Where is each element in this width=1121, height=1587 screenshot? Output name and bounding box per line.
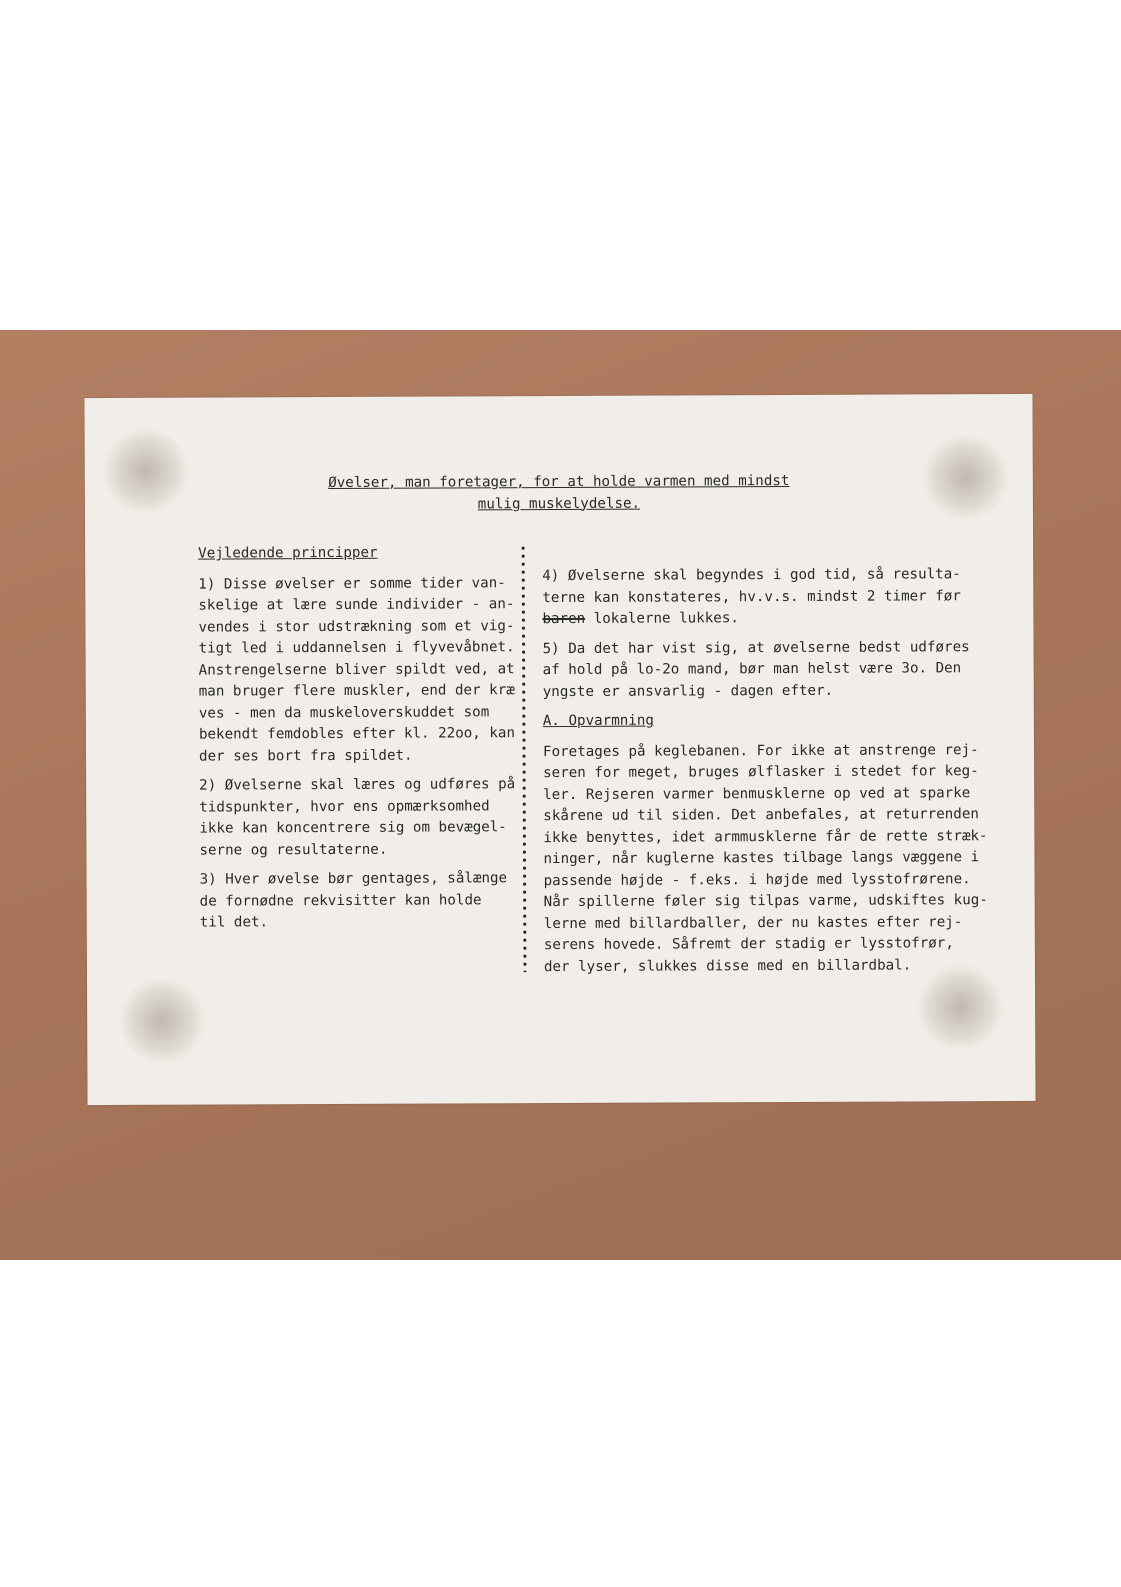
text-line: ikke kan koncentrere sig om bevægel- (199, 819, 507, 837)
text-line: ler. Rejseren varmer benmusklerne op ved at sparke (543, 784, 971, 803)
title-line: Øvelser, man foretager, for at holde varmen med mindst (328, 472, 790, 492)
text-line: man bruger flere muskler, end der kræ (198, 682, 515, 700)
paragraph-5 (543, 637, 1003, 704)
glue-stain (119, 978, 205, 1064)
section-a-text (543, 740, 1004, 979)
text-line: lerne med billardballer, der nu kastes efter rej- (543, 913, 963, 932)
text-line: bekendt femdobles efter kl. 22oo, kan (198, 725, 516, 743)
text-line: ikke benyttes, idet armmusklerne får de rette stræk- (543, 827, 988, 846)
text-line: der lyser, slukkes disse med en billardbal. (543, 956, 912, 975)
text-line: Anstrengelserne bliver spildt ved, at (198, 660, 515, 679)
text-line: tidspunkter, hvor ens opmærksomhed (199, 797, 490, 816)
text-line: serne og resultaterne. (199, 841, 388, 859)
text-line: 2) Øvelserne skal læres og udføres på (199, 776, 516, 794)
text-line: af hold på lo-2o mand, bør man helst være 3o. Den (542, 660, 962, 679)
text-line: 4) Øvelserne skal begyndes i god tid, så resulta- (542, 566, 961, 585)
text-fragment: lokalerne lukkes. (585, 610, 739, 627)
text-line: serens hovede. Såfremt der stadig er lysstofrør, (543, 935, 954, 954)
paragraph-3 (200, 868, 520, 934)
text-line: 1) Disse øvelser er somme tider van- (198, 574, 506, 593)
section-heading: A. Opvarmning (542, 712, 654, 730)
paragraph-4 (542, 564, 1002, 631)
text-line: skelige at lære sunde individer - an- (198, 596, 515, 614)
section-heading: Vejledende principper (198, 544, 378, 562)
text-line (542, 607, 1002, 631)
text-line: ves - men da muskeloverskuddet som (198, 703, 490, 722)
text-line: tigt led i uddannelsen i flyvevåbnet. (198, 639, 515, 657)
text-line: til det. (199, 914, 269, 931)
paragraph-1 (198, 573, 519, 768)
struck-word: baren (542, 610, 586, 628)
text-line: 5) Da det har vist sig, at øvelserne bedst udføres (542, 638, 970, 657)
text-line: terne kan konstateres, hv.v.s. mindst 2 timer før (542, 587, 961, 606)
document-title (85, 470, 1033, 517)
text-line: de fornødne rekvisitter kan holde (199, 891, 482, 910)
text-line: Foretages på keglebanen. For ikke at anstrenge rej- (542, 741, 979, 760)
text-line: Når spillerne føler sig tilpas varme, udskiftes kug- (543, 892, 988, 911)
text-line: 3) Hver øvelse bør gentages, sålænge (199, 870, 508, 888)
typewritten-sheet (84, 394, 1035, 1105)
text-line: seren for meget, bruges ølflasker i stedet for keg- (543, 763, 979, 782)
text-line: ninger, når kuglerne kastes tilbage langs væggene i (543, 849, 980, 868)
right-column (542, 564, 1004, 986)
text-line: der ses bort fra spildet. (198, 747, 413, 765)
text-line: skårene ud til siden. Det anbefales, at returrenden (543, 806, 979, 825)
title-line: mulig muskelydelse. (477, 495, 641, 512)
dotted-column-divider (521, 544, 527, 972)
text-line: yngste er ansvarlig - dagen efter. (542, 682, 834, 700)
left-column (198, 542, 520, 942)
text-line: passende højde - f.eks. i højde med lysstofrørene. (543, 870, 971, 889)
paragraph-2 (199, 774, 519, 861)
text-line: vendes i stor udstrækning som et vig- (198, 617, 515, 636)
